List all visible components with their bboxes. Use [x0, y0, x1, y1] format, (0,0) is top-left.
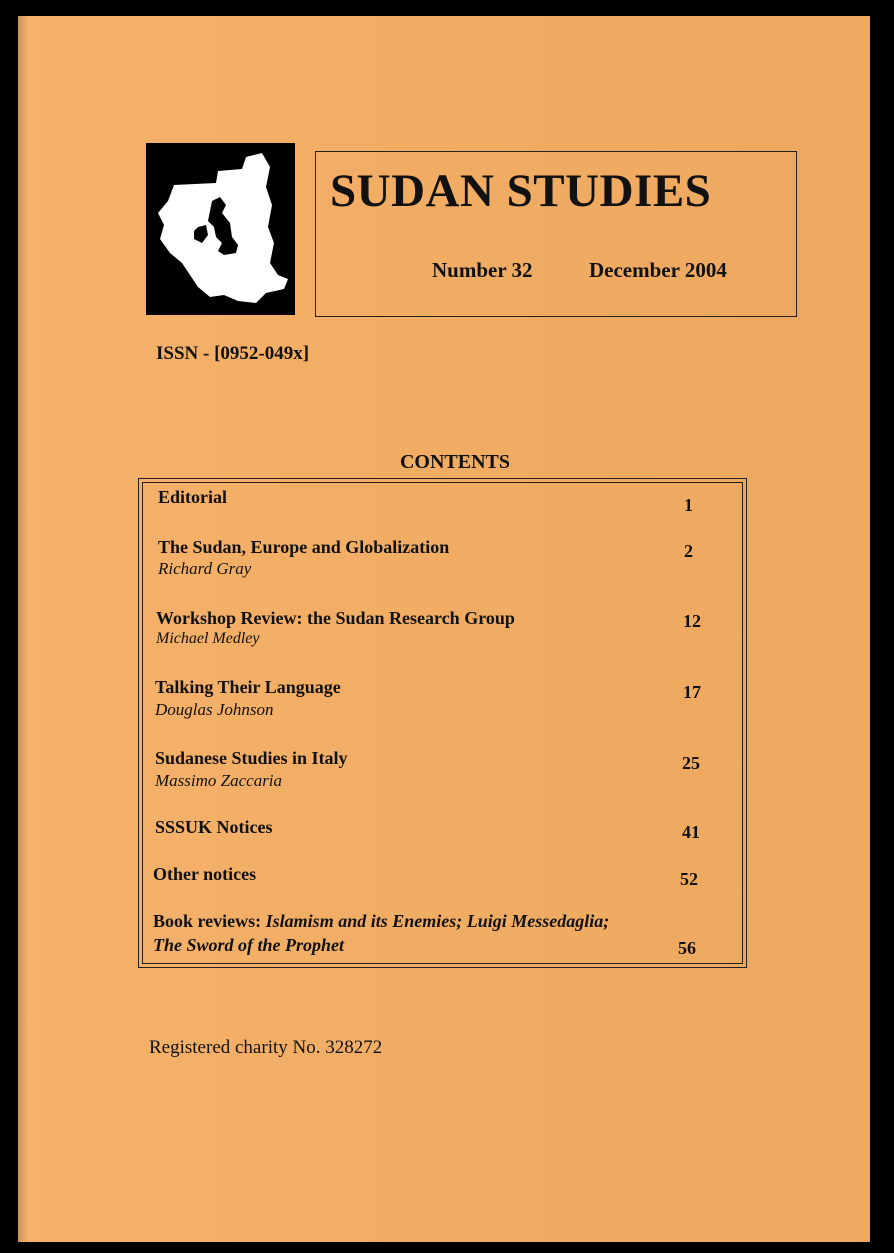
- toc-entry-page: 1: [684, 495, 693, 515]
- charity-number: Registered charity No. 328272: [149, 1037, 383, 1058]
- issue-date: December 2004: [589, 258, 727, 282]
- book-reviews-titles-line1: Islamism and its Enemies; Luigi Messedaglia;: [265, 911, 610, 931]
- toc-entry-page: 56: [678, 938, 696, 958]
- title-box: [315, 151, 797, 317]
- toc-entry-page: 41: [682, 822, 700, 842]
- toc-entry-title: The Sudan, Europe and Globalization: [158, 537, 450, 557]
- toc-entry-author: Massimo Zaccaria: [155, 771, 283, 790]
- toc-entry-page: 52: [680, 869, 698, 889]
- book-reviews-prefix: Book reviews:: [153, 911, 266, 931]
- book-reviews-titles-line2: The Sword of the Prophet: [153, 935, 345, 955]
- toc-entry-author: Michael Medley: [156, 630, 260, 647]
- toc-entry-author: Richard Gray: [158, 559, 252, 578]
- contents-heading: CONTENTS: [399, 451, 511, 473]
- toc-entry-page: 17: [683, 682, 701, 702]
- toc-entry-author: Douglas Johnson: [155, 700, 274, 719]
- toc-entry-page: 12: [683, 611, 701, 631]
- contents-box: [138, 478, 747, 968]
- toc-entry-title: SSSUK Notices: [155, 817, 273, 837]
- toc-entry-title: Talking Their Language: [155, 677, 341, 697]
- toc-entry-title: Editorial: [158, 487, 228, 507]
- issue-number: Number 32: [432, 258, 533, 282]
- logo-map-svg: [146, 143, 295, 315]
- journal-title: SUDAN STUDIES: [330, 165, 712, 217]
- toc-entry-title: [153, 911, 609, 932]
- cover-spine-shadow: [18, 16, 28, 1242]
- sudan-map-with-britain-icon: [146, 143, 295, 315]
- issn: ISSN - [0952-049x]: [156, 343, 310, 364]
- toc-entry-page: 2: [684, 541, 693, 561]
- toc-entry-title: Sudanese Studies in Italy: [155, 748, 348, 768]
- toc-entry-page: 25: [682, 753, 700, 773]
- toc-entry-title: Other notices: [153, 864, 257, 884]
- toc-entry-title: Workshop Review: the Sudan Research Group: [156, 608, 515, 628]
